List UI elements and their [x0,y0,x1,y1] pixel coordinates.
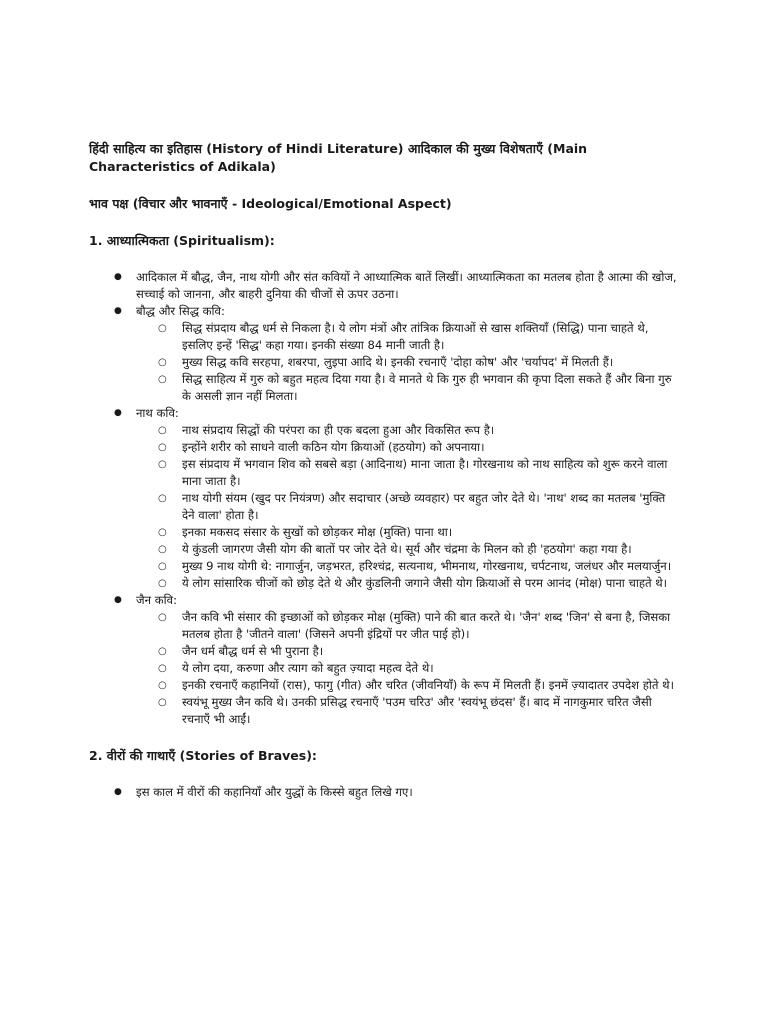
list-item: ○ स्वयंभू मुख्य जैन कवि थे। उनकी प्रसिद्ध रचनाएँ 'पउम चरिउ' और 'स्वयंभू छंदस' हैं। बाद में नागकुमार चरित जैसी रचनाएँ भी आईं। [89,694,679,728]
document-title: हिंदी साहित्य का इतिहास (History of Hindi Literature) आदिकाल की मुख्य विशेषताएँ (Main Characteristics of Adikala) [89,141,588,174]
group-nath [89,405,679,592]
document-body [89,140,679,801]
sub-list [136,320,679,405]
list-item: ○ जैन कवि भी संसार की इच्छाओं को छोड़कर मोक्ष (मुक्ति) पाने की बात करते थे। 'जैन' शब्द 'जिन' से बना है, जिसका मतलब होता है 'जीतने वाला' (जिसने अपनी इंद्रियों पर जीत पाई हो)। [89,609,679,643]
list-item: ● आदिकाल में बौद्ध, जैन, नाथ योगी और संत कवियों ने आध्यात्मिक बातें लिखीं। आध्यात्मिकता का मतलब होता है आत्मा की खोज, सच्चाई को जानना, और बाहरी दुनिया की चीजों से ऊपर उठना। [89,269,679,303]
list-item: ○ इन्होंने शरीर को साधने वाली कठिन योग क्रियाओं (हठयोग) को अपनाया। [89,439,679,456]
list-item: ● इस काल में वीरों की कहानियाँ और युद्धों के किस्से बहुत लिखे गए। [89,784,679,801]
list-item: ○ इनका मकसद संसार के सुखों को छोड़कर मोक्ष (मुक्ति) पाना था। [89,524,679,541]
list-item: ○ ये कुंडली जागरण जैसी योग की बातों पर जोर देते थे। सूर्य और चंद्रमा के मिलन को ही 'हठयोग' कहा गया है। [89,541,679,558]
list-item: ○ मुख्य सिद्ध कवि सरहपा, शबरपा, लुइपा आदि थे। इनकी रचनाएँ 'दोहा कोष' और 'चर्यापद' में मिलती हैं। [89,354,679,371]
section-2-heading: 2. वीरों की गाथाएँ (Stories of Braves): [89,748,317,763]
list-item: ○ सिद्ध संप्रदाय बौद्ध धर्म से निकला है। ये लोग मंत्रों और तांत्रिक क्रियाओं से खास शक्तियाँ (सिद्धि) पाना चाहते थे, इसलिए इन्हें 'सिद्ध' कहा गया। इनकी संख्या 84 मानी जाती है। [89,320,679,354]
section-1-list [89,269,679,728]
list-item: ○ इस संप्रदाय में भगवान शिव को सबसे बड़ा (आदिनाथ) माना जाता है। गोरखनाथ को नाथ साहित्य को शुरू करने वाला माना जाता है। [89,456,679,490]
group-buddh-siddh [89,303,679,405]
list-item: ○ जैन धर्म बौद्ध धर्म से भी पुराना है। [89,643,679,660]
list-item: ○ ये लोग सांसारिक चीजों को छोड़ देते थे और कुंडलिनी जगाने जैसी योग क्रियाओं से परम आनंद (मोक्ष) पाना चाहते थे। [89,575,679,592]
section-bhav-paksh: भाव पक्ष (विचार और भावनाएँ - Ideological/Emotional Aspect) [89,196,452,211]
section-2-list [89,784,679,801]
sub-list [136,422,679,592]
sub-list [136,609,679,728]
list-item: ○ ये लोग दया, करुणा और त्याग को बहुत ज़्यादा महत्व देते थे। [89,660,679,677]
list-item: ○ मुख्य 9 नाथ योगी थे: नागार्जुन, जड़भरत, हरिश्चंद्र, सत्यनाथ, भीमनाथ, गोरखनाथ, चर्पटनाथ, जलंधर और मलयार्जुन। [89,558,679,575]
list-item: ○ इनकी रचनाएँ कहानियों (रास), फागु (गीत) और चरित (जीवनियाँ) के रूप में मिलती हैं। इनमें ज़्यादातर उपदेश होते थे। [89,677,679,694]
group-jain [89,592,679,728]
group-label: नाथ कवि: [136,406,179,420]
group-label: जैन कवि: [136,593,177,607]
group-label: बौद्ध और सिद्ध कवि: [136,304,225,318]
list-item: ○ नाथ संप्रदाय सिद्धों की परंपरा का ही एक बदला हुआ और विकसित रूप है। [89,422,679,439]
section-1-heading: 1. आध्यात्मिकता (Spiritualism): [89,233,275,248]
list-item: ○ सिद्ध साहित्य में गुरु को बहुत महत्व दिया गया है। वे मानते थे कि गुरु ही भगवान की कृपा दिला सकते हैं और बिना गुरु के असली ज्ञान नहीं मिलता। [89,371,679,405]
list-item: ○ नाथ योगी संयम (खुद पर नियंत्रण) और सदाचार (अच्छे व्यवहार) पर बहुत जोर देते थे। 'नाथ' शब्द का मतलब 'मुक्ति देने वाला' होता है। [89,490,679,524]
